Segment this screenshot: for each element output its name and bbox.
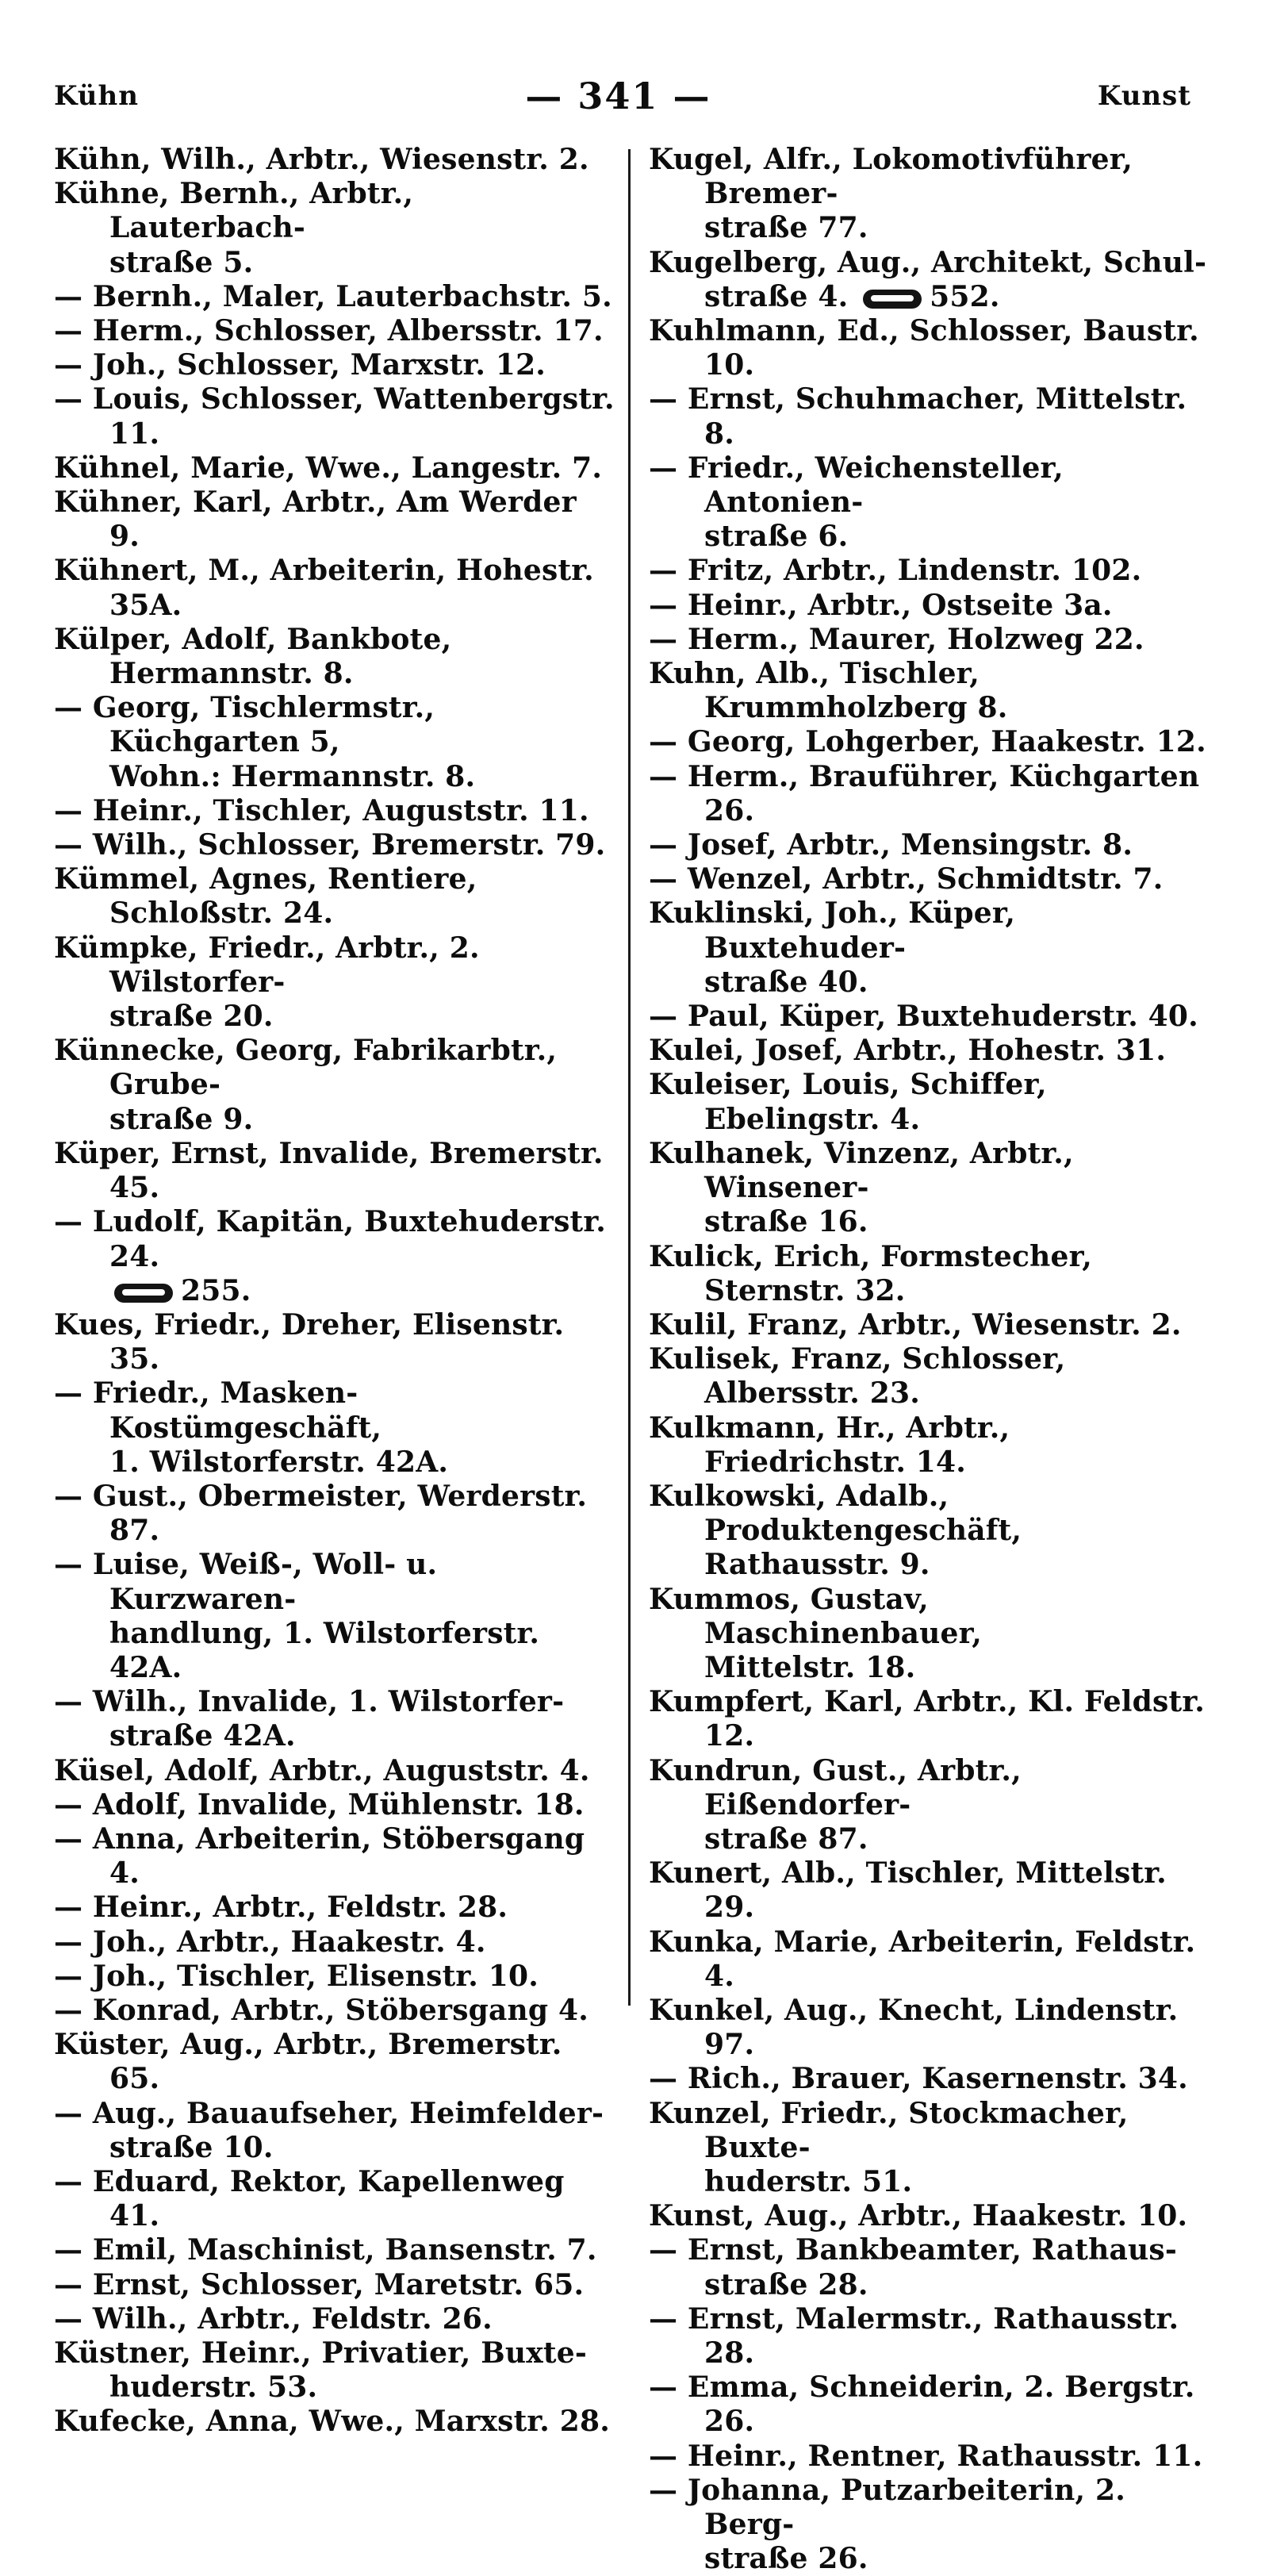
entry-text: — Heinr., Rentner, Rathausstr. 11. bbox=[649, 2439, 1203, 2473]
directory-entry bbox=[649, 2097, 1210, 2200]
entry-text: — Paul, Küper, Buxtehuderstr. 40. bbox=[649, 1000, 1198, 1034]
entry-text: — Joh., Tischler, Elisenstr. 10. bbox=[54, 1959, 539, 1993]
entry-text: — Herm., Brauführer, Küchgarten 26. bbox=[649, 759, 1200, 827]
entry-text: — Konrad, Arbtr., Stöbersgang 4. bbox=[54, 1993, 589, 2027]
entry-text: — Wilh., Arbtr., Feldstr. 26. bbox=[54, 2302, 493, 2336]
entry-text: Kugelberg, Aug., Architekt, Schul- straße 4. bbox=[649, 245, 1207, 313]
directory-entry bbox=[54, 2028, 615, 2096]
entry-text: Kunkel, Aug., Knecht, Lindenstr. 97. bbox=[649, 1993, 1179, 2062]
directory-entry bbox=[54, 280, 615, 314]
directory-entry bbox=[54, 1376, 615, 1480]
entry-text: — Wilh., Invalide, 1. Wilstorfer- straße 42A. bbox=[54, 1685, 565, 1753]
directory-entry bbox=[649, 1480, 1210, 1583]
directory-entry bbox=[54, 1754, 615, 1788]
entry-text: Kühnert, M., Arbeiterin, Hohestr. 35A. bbox=[54, 554, 594, 622]
directory-entry bbox=[54, 382, 615, 451]
entry-text: — Ludolf, Kapitän, Buxtehuderstr. 24. bbox=[54, 1205, 606, 1273]
entry-text: — Ernst, Malermstr., Rathausstr. 28. bbox=[649, 2302, 1179, 2370]
directory-entry bbox=[649, 2440, 1210, 2474]
entry-text: — Emma, Schneiderin, 2. Bergstr. 26. bbox=[649, 2371, 1195, 2439]
directory-entry bbox=[54, 623, 615, 691]
directory-entry bbox=[54, 1822, 615, 1891]
directory-entry bbox=[649, 382, 1210, 451]
entry-text: Kundrun, Gust., Arbtr., Eißendorfer- straße 87. bbox=[649, 1753, 1022, 1856]
directory-entry bbox=[649, 1856, 1210, 1925]
entry-text: Kunka, Marie, Arbeiterin, Feldstr. 4. bbox=[649, 1925, 1196, 1993]
directory-entry bbox=[649, 760, 1210, 828]
header-last-name: Kunst bbox=[1097, 80, 1191, 112]
directory-entry bbox=[649, 657, 1210, 725]
column-divider bbox=[628, 149, 631, 2006]
directory-entry bbox=[54, 177, 615, 280]
entry-text: — Wenzel, Arbtr., Schmidtstr. 7. bbox=[649, 862, 1164, 896]
entry-text: — Emil, Maschinist, Bansenstr. 7. bbox=[54, 2233, 597, 2267]
telephone-icon bbox=[114, 1284, 173, 1303]
entry-text: — Heinr., Arbtr., Feldstr. 28. bbox=[54, 1891, 508, 1925]
header-first-name: Kühn bbox=[54, 80, 139, 112]
directory-entry bbox=[54, 1925, 615, 1960]
directory-entry bbox=[649, 1411, 1210, 1480]
entry-text: Kühnel, Marie, Wwe., Langestr. 7. bbox=[54, 451, 603, 485]
entry-text: Kumpfert, Karl, Arbtr., Kl. Feldstr. 12. bbox=[649, 1685, 1205, 1753]
entry-text: Kummos, Gustav, Maschinenbauer, Mittelstr. 18. bbox=[649, 1582, 982, 1684]
directory-entry bbox=[649, 246, 1210, 314]
entry-text: — Friedr., Weichensteller, Antonien- straße 6. bbox=[649, 451, 1064, 554]
directory-entry bbox=[54, 2405, 615, 2439]
directory-entry bbox=[649, 1000, 1210, 1034]
directory-entry bbox=[54, 1034, 615, 1137]
entry-text: Kühn, Wilh., Arbtr., Wiesenstr. 2. bbox=[54, 143, 589, 176]
entry-text: — Ernst, Schlosser, Maretstr. 65. bbox=[54, 2267, 585, 2302]
directory-entry bbox=[649, 451, 1210, 555]
directory-entry bbox=[54, 1891, 615, 1925]
directory-entry bbox=[54, 143, 615, 177]
directory-entry bbox=[54, 862, 615, 931]
directory-entry bbox=[54, 1788, 615, 1822]
entry-text: Küster, Aug., Arbtr., Bremerstr. 65. bbox=[54, 2028, 562, 2096]
directory-entry bbox=[54, 691, 615, 794]
entry-text: Kues, Friedr., Dreher, Elisenstr. 35. bbox=[54, 1307, 565, 1376]
entry-text: — Georg, Lohgerber, Haakestr. 12. bbox=[649, 725, 1206, 759]
directory-entry bbox=[54, 794, 615, 828]
entry-text: Kulei, Josef, Arbtr., Hohestr. 31. bbox=[649, 1034, 1167, 1068]
entry-text: Kulhanek, Vinzenz, Arbtr., Winsener- straße 16. bbox=[649, 1136, 1074, 1239]
entry-text: Küsel, Adolf, Arbtr., Auguststr. 4. bbox=[54, 1753, 590, 1787]
entry-text: — Herm., Schlosser, Albersstr. 17. bbox=[54, 314, 604, 348]
entry-text: — Eduard, Rektor, Kapellenweg 41. bbox=[54, 2164, 565, 2233]
entry-text: Kunst, Aug., Arbtr., Haakestr. 10. bbox=[649, 2199, 1188, 2233]
directory-entry bbox=[649, 1137, 1210, 1240]
directory-entry bbox=[54, 451, 615, 486]
directory-entry bbox=[649, 623, 1210, 657]
entry-text: Kunert, Alb., Tischler, Mittelstr. 29. bbox=[649, 1856, 1167, 1925]
directory-entry bbox=[649, 1240, 1210, 1308]
directory-entry bbox=[649, 828, 1210, 862]
directory-entry bbox=[54, 1137, 615, 1205]
entry-text: — Rich., Brauer, Kasernenstr. 34. bbox=[649, 2062, 1188, 2096]
directory-entry bbox=[54, 2268, 615, 2302]
phone-number: 255. bbox=[181, 1273, 251, 1307]
entry-text: — Gust., Obermeister, Werderstr. 87. bbox=[54, 1479, 588, 1548]
directory-entry bbox=[54, 314, 615, 348]
page-header bbox=[54, 68, 1191, 124]
entry-text: Kulick, Erich, Formstecher, Sternstr. 32. bbox=[649, 1239, 1092, 1307]
directory-entry bbox=[54, 2233, 615, 2267]
entry-text: Kuleiser, Louis, Schiffer, Ebelingstr. 4. bbox=[649, 1068, 1047, 1136]
directory-entry bbox=[54, 931, 615, 1035]
directory-entry bbox=[54, 554, 615, 622]
entry-text: Külper, Adolf, Bankbote, Hermannstr. 8. bbox=[54, 622, 452, 691]
directory-entry bbox=[54, 1205, 615, 1308]
phone-number: 552. bbox=[930, 279, 1000, 313]
entry-text: Kümmel, Agnes, Rentiere, Schloßstr. 24. bbox=[54, 862, 477, 931]
directory-entry bbox=[54, 486, 615, 554]
directory-entry bbox=[54, 828, 615, 862]
directory-entry bbox=[649, 896, 1210, 1000]
directory-entry bbox=[649, 2371, 1210, 2439]
directory-entry bbox=[649, 1685, 1210, 1753]
entry-text: — Anna, Arbeiterin, Stöbersgang 4. bbox=[54, 1822, 585, 1891]
entry-text: Kulkowski, Adalb., Produktengeschäft, Rathausstr. 9. bbox=[649, 1479, 1022, 1582]
directory-entry bbox=[649, 1308, 1210, 1342]
directory-entry bbox=[649, 314, 1210, 382]
directory-entry bbox=[54, 1308, 615, 1376]
right-column bbox=[649, 143, 1210, 2576]
entry-text: — Aug., Bauaufseher, Heimfelder- straße 10. bbox=[54, 2096, 604, 2164]
entry-text: — Wilh., Schlosser, Bremerstr. 79. bbox=[54, 828, 606, 862]
entry-text: — Georg, Tischlermstr., Küchgarten 5, Wohn.: Hermannstr. 8. bbox=[54, 691, 476, 793]
entry-text: Künnecke, Georg, Fabrikarbtr., Grube- straße 9. bbox=[54, 1034, 558, 1136]
entry-text: — Louis, Schlosser, Wattenbergstr. 11. bbox=[54, 382, 615, 451]
entry-text: — Luise, Weiß-, Woll- u. Kurzwaren- handlung, 1. Wilstorferstr. 42A. bbox=[54, 1548, 540, 1684]
entry-text: — Johanna, Putzarbeiterin, 2. Berg- straße 26. bbox=[649, 2473, 1125, 2576]
directory-entry bbox=[649, 2062, 1210, 2096]
entry-text: Küstner, Heinr., Privatier, Buxte- huderstr. 53. bbox=[54, 2336, 588, 2405]
entry-text: — Heinr., Tischler, Auguststr. 11. bbox=[54, 793, 589, 827]
entry-text: Kugel, Alfr., Lokomotivführer, Bremer- straße 77. bbox=[649, 143, 1133, 245]
directory-entry bbox=[649, 862, 1210, 896]
directory-entry bbox=[54, 2165, 615, 2233]
entry-text: — Bernh., Maler, Lauterbachstr. 5. bbox=[54, 279, 612, 313]
entry-text: — Joh., Schlosser, Marxstr. 12. bbox=[54, 348, 546, 382]
directory-entry bbox=[649, 2233, 1210, 2302]
directory-entry bbox=[649, 1754, 1210, 1857]
directory-entry bbox=[54, 1685, 615, 1753]
entry-text: — Josef, Arbtr., Mensingstr. 8. bbox=[649, 828, 1133, 862]
entry-text: Kühne, Bernh., Arbtr., Lauterbach- straße 5. bbox=[54, 177, 414, 279]
directory-entry bbox=[649, 2474, 1210, 2576]
entry-text: Kunzel, Friedr., Stockmacher, Buxte- huderstr. 51. bbox=[649, 2096, 1129, 2198]
directory-entry bbox=[649, 589, 1210, 623]
directory-entry bbox=[649, 1342, 1210, 1411]
directory-entry bbox=[54, 1548, 615, 1685]
entry-text: Kühner, Karl, Arbtr., Am Werder 9. bbox=[54, 486, 577, 554]
directory-entry bbox=[649, 1994, 1210, 2062]
directory-entry bbox=[649, 143, 1210, 246]
entry-text: Kulkmann, Hr., Arbtr., Friedrichstr. 14. bbox=[649, 1411, 1010, 1479]
directory-entry bbox=[54, 1994, 615, 2028]
entry-text: Kufecke, Anna, Wwe., Marxstr. 28. bbox=[54, 2405, 610, 2439]
entry-text: — Friedr., Masken-Kostümgeschäft, 1. Wilstorferstr. 42A. bbox=[54, 1376, 449, 1479]
directory-entry bbox=[54, 1960, 615, 1994]
left-column bbox=[54, 143, 615, 2440]
entry-text: — Joh., Arbtr., Haakestr. 4. bbox=[54, 1925, 486, 1959]
directory-entry bbox=[649, 725, 1210, 759]
directory-entry bbox=[54, 2302, 615, 2336]
entry-text: Kuklinski, Joh., Küper, Buxtehuder- straße 40. bbox=[649, 896, 1016, 999]
directory-entry bbox=[649, 1583, 1210, 1686]
entry-text: Kümpke, Friedr., Arbtr., 2. Wilstorfer- straße 20. bbox=[54, 931, 480, 1034]
directory-entry bbox=[649, 2302, 1210, 2371]
entry-text: — Herm., Maurer, Holzweg 22. bbox=[649, 622, 1144, 656]
entry-text: Küper, Ernst, Invalide, Bremerstr. 45. bbox=[54, 1136, 604, 1205]
directory-entry bbox=[649, 1068, 1210, 1136]
page-number: — 341 — bbox=[525, 75, 711, 117]
entry-text: — Adolf, Invalide, Mühlenstr. 18. bbox=[54, 1787, 585, 1822]
directory-entry bbox=[54, 2097, 615, 2165]
entry-text: Kulisek, Franz, Schlosser, Albersstr. 23. bbox=[649, 1342, 1066, 1411]
entry-text: Kulil, Franz, Arbtr., Wiesenstr. 2. bbox=[649, 1307, 1182, 1342]
directory-entry bbox=[649, 1034, 1210, 1068]
entry-text: — Fritz, Arbtr., Lindenstr. 102. bbox=[649, 554, 1142, 588]
directory-entry bbox=[649, 2199, 1210, 2233]
entry-text: — Ernst, Bankbeamter, Rathaus- straße 28. bbox=[649, 2233, 1177, 2302]
entry-text: — Ernst, Schuhmacher, Mittelstr. 8. bbox=[649, 382, 1187, 451]
directory-entry bbox=[54, 348, 615, 382]
directory-entry bbox=[54, 1480, 615, 1548]
directory-entry bbox=[54, 2336, 615, 2405]
entry-text: Kuhlmann, Ed., Schlosser, Baustr. 10. bbox=[649, 314, 1199, 382]
directory-entry bbox=[649, 554, 1210, 588]
entry-text: — Heinr., Arbtr., Ostseite 3a. bbox=[649, 588, 1113, 622]
entry-text: Kuhn, Alb., Tischler, Krummholzberg 8. bbox=[649, 657, 1008, 725]
directory-entry bbox=[649, 1925, 1210, 1994]
telephone-icon bbox=[863, 290, 922, 309]
